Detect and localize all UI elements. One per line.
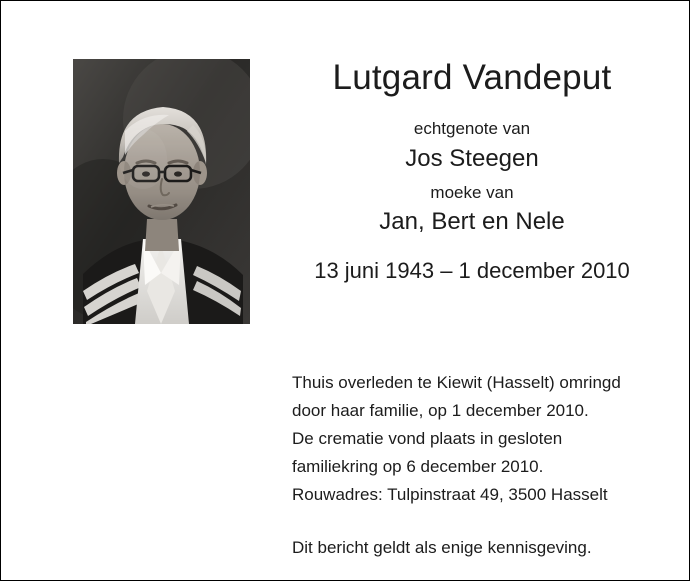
spouse-label: echtgenote van [413,119,531,138]
body-paragraph-2 [292,534,672,562]
body-line: familiekring op 6 december 2010. [292,457,544,476]
mother-label: moeke van [430,183,514,202]
memorial-body [292,369,672,562]
body-paragraph-1 [292,369,672,509]
portrait-illustration [73,59,250,324]
body-line: Thuis overleden te Kiewit (Hasselt) omringd [292,373,621,392]
body-line: De crematie vond plaats in gesloten [292,429,563,448]
card-inner-frame [1,1,689,580]
memorial-heading [262,57,682,285]
body-line: door haar familie, op 1 december 2010. [292,401,589,420]
body-line: Dit bericht geldt als enige kennisgeving. [292,538,592,557]
life-dates: 13 juni 1943 – 1 december 2010 [314,258,630,283]
portrait-photo [73,59,250,324]
spouse-name: Jos Steegen [405,145,539,172]
body-line: Rouwadres: Tulpinstraat 49, 3500 Hasselt [292,485,608,504]
deceased-name: Lutgard Vandeput [332,58,612,97]
children-names: Jan, Bert en Nele [379,208,565,235]
